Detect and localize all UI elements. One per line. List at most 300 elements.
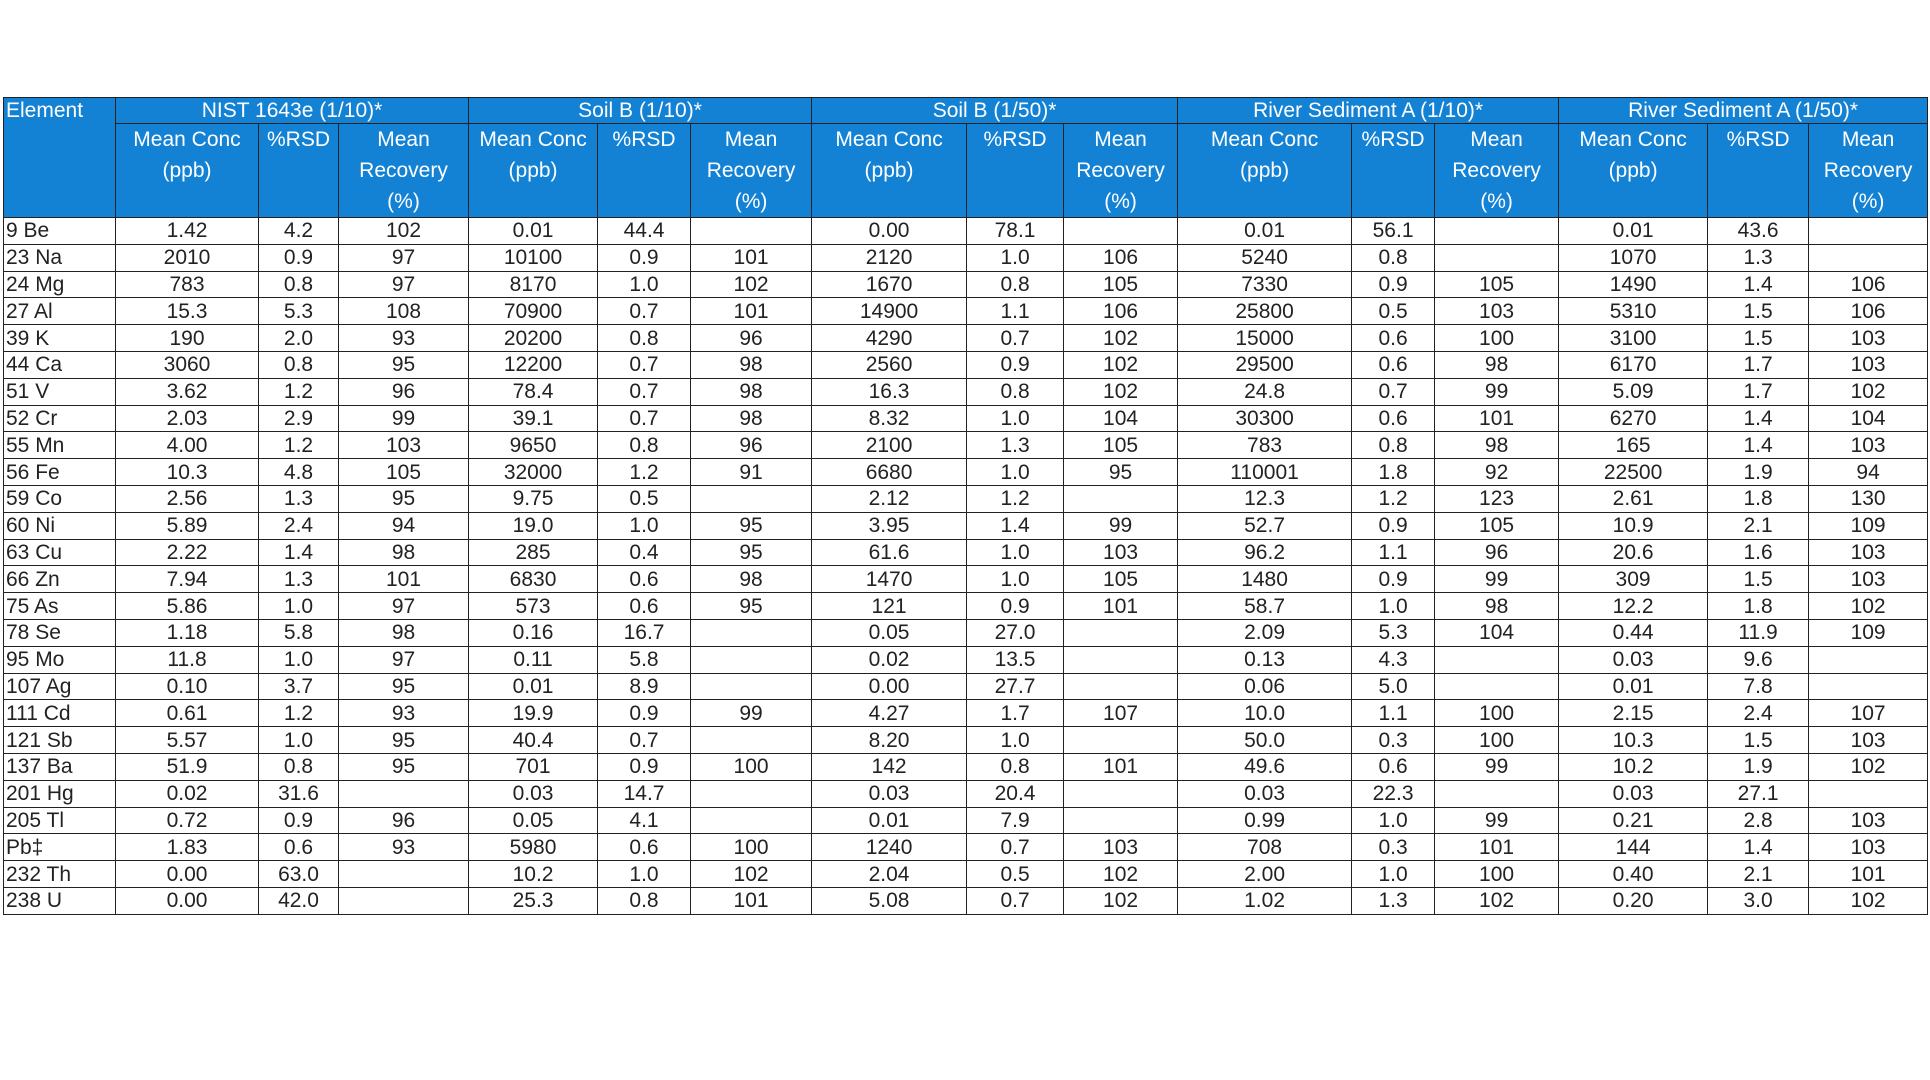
mean-recovery-cell: 108: [339, 298, 469, 325]
mean-recovery-cell: 101: [339, 566, 469, 593]
rsd-cell: 1.5: [1708, 325, 1809, 352]
mean-conc-cell: 110001: [1178, 459, 1352, 486]
rsd-cell: 1.3: [967, 432, 1064, 459]
rsd-cell: 1.3: [1708, 244, 1809, 271]
rsd-cell: 1.0: [259, 646, 339, 673]
rsd-cell: 0.8: [259, 271, 339, 298]
mean-recovery-cell: 95: [691, 539, 812, 566]
mean-recovery-cell: 105: [339, 459, 469, 486]
mean-recovery-cell: 95: [339, 485, 469, 512]
table-row: [4, 539, 1928, 566]
sub-header-line: (ppb): [1608, 159, 1658, 182]
rsd-cell: 1.9: [1708, 753, 1809, 780]
mean-conc-cell: 7.94: [116, 566, 259, 593]
mean-recovery-cell: 99: [1435, 753, 1559, 780]
mean-conc-cell: 1.42: [116, 218, 259, 245]
mean-conc-cell: 2.61: [1559, 485, 1708, 512]
mean-recovery-header: [339, 124, 469, 218]
mean-recovery-cell: 102: [1064, 351, 1178, 378]
mean-conc-cell: 4290: [812, 325, 967, 352]
rsd-cell: 1.4: [259, 539, 339, 566]
sub-header-line: Mean Conc: [1210, 128, 1319, 151]
mean-conc-cell: 2100: [812, 432, 967, 459]
sub-header-line: %RSD: [266, 128, 330, 151]
table-row: [4, 271, 1928, 298]
rsd-cell: 2.8: [1708, 807, 1809, 834]
mean-conc-cell: 2.15: [1559, 700, 1708, 727]
rsd-cell: 0.9: [967, 593, 1064, 620]
mean-conc-cell: 5240: [1178, 244, 1352, 271]
table-row: [4, 807, 1928, 834]
mean-recovery-cell: 97: [339, 244, 469, 271]
mean-recovery-cell: 106: [1809, 271, 1928, 298]
mean-conc-cell: 3060: [116, 351, 259, 378]
element-cell: 66 Zn: [4, 566, 116, 593]
rsd-cell: 1.7: [967, 700, 1064, 727]
sub-header-line: (%): [1851, 190, 1885, 213]
rsd-cell: 2.0: [259, 325, 339, 352]
rsd-cell: 5.8: [259, 619, 339, 646]
rsd-cell: 0.6: [1352, 753, 1435, 780]
table-row: [4, 485, 1928, 512]
mean-conc-cell: 2010: [116, 244, 259, 271]
mean-recovery-cell: 106: [1064, 244, 1178, 271]
mean-conc-cell: 6680: [812, 459, 967, 486]
mean-conc-cell: 0.06: [1178, 673, 1352, 700]
rsd-cell: 78.1: [967, 218, 1064, 245]
mean-conc-cell: 2.04: [812, 861, 967, 888]
rsd-cell: 0.8: [259, 351, 339, 378]
element-cell: 51 V: [4, 378, 116, 405]
sub-header-line: Mean: [1470, 128, 1523, 151]
rsd-cell: 7.9: [967, 807, 1064, 834]
mean-recovery-cell: [1064, 780, 1178, 807]
rsd-cell: 0.6: [1352, 351, 1435, 378]
rsd-cell: 5.3: [259, 298, 339, 325]
mean-conc-cell: 144: [1559, 834, 1708, 861]
rsd-cell: 1.2: [259, 700, 339, 727]
rsd-cell: 0.8: [967, 378, 1064, 405]
mean-recovery-cell: 103: [1809, 834, 1928, 861]
mean-recovery-cell: 99: [691, 700, 812, 727]
sub-header-line: %RSD: [612, 128, 676, 151]
element-cell: 56 Fe: [4, 459, 116, 486]
rsd-cell: 8.9: [598, 673, 691, 700]
mean-recovery-cell: [1435, 646, 1559, 673]
rsd-cell: 0.8: [1352, 244, 1435, 271]
mean-recovery-cell: [1064, 673, 1178, 700]
mean-conc-cell: 0.44: [1559, 619, 1708, 646]
mean-recovery-cell: 95: [339, 351, 469, 378]
mean-recovery-cell: 98: [339, 619, 469, 646]
mean-recovery-cell: 95: [339, 753, 469, 780]
rsd-cell: 1.6: [1708, 539, 1809, 566]
mean-recovery-cell: 101: [1064, 593, 1178, 620]
table-row: [4, 646, 1928, 673]
mean-recovery-cell: 104: [1435, 619, 1559, 646]
mean-recovery-cell: 104: [1064, 405, 1178, 432]
mean-conc-cell: 0.03: [1559, 780, 1708, 807]
rsd-cell: 1.0: [967, 566, 1064, 593]
mean-recovery-cell: 100: [691, 753, 812, 780]
mean-conc-header: [812, 124, 967, 218]
rsd-cell: 9.6: [1708, 646, 1809, 673]
mean-recovery-cell: 103: [1809, 351, 1928, 378]
table-row: [4, 298, 1928, 325]
mean-recovery-cell: 98: [339, 539, 469, 566]
mean-conc-cell: 5.89: [116, 512, 259, 539]
mean-conc-cell: 49.6: [1178, 753, 1352, 780]
rsd-header: [1708, 124, 1809, 218]
mean-conc-cell: 11.8: [116, 646, 259, 673]
mean-recovery-cell: 100: [691, 834, 812, 861]
mean-recovery-cell: 98: [1435, 351, 1559, 378]
mean-recovery-cell: [1064, 646, 1178, 673]
sub-header-line: %RSD: [1726, 128, 1790, 151]
mean-recovery-cell: 123: [1435, 485, 1559, 512]
mean-recovery-header: [1435, 124, 1559, 218]
sub-header-line: Recovery: [359, 159, 448, 182]
rsd-cell: 0.8: [259, 753, 339, 780]
rsd-cell: 1.0: [967, 727, 1064, 754]
mean-conc-header: [116, 124, 259, 218]
mean-recovery-cell: 99: [1435, 378, 1559, 405]
mean-conc-cell: 142: [812, 753, 967, 780]
sub-header-line: Recovery: [1076, 159, 1165, 182]
rsd-cell: 2.1: [1708, 861, 1809, 888]
mean-recovery-cell: 100: [1435, 325, 1559, 352]
mean-recovery-cell: 99: [339, 405, 469, 432]
mean-conc-cell: 0.61: [116, 700, 259, 727]
rsd-cell: 14.7: [598, 780, 691, 807]
rsd-cell: 1.5: [1708, 298, 1809, 325]
table-row: [4, 673, 1928, 700]
mean-recovery-cell: [691, 807, 812, 834]
rsd-cell: 1.7: [1708, 378, 1809, 405]
mean-conc-cell: 78.4: [469, 378, 598, 405]
sub-header-line: %RSD: [1361, 128, 1425, 151]
mean-recovery-cell: 103: [1809, 432, 1928, 459]
rsd-cell: 3.0: [1708, 887, 1809, 914]
mean-recovery-cell: 105: [1064, 271, 1178, 298]
mean-recovery-cell: [1064, 727, 1178, 754]
element-cell: 44 Ca: [4, 351, 116, 378]
mean-conc-cell: 0.72: [116, 807, 259, 834]
sub-header-line: (%): [1104, 190, 1137, 213]
rsd-cell: 0.9: [259, 244, 339, 271]
sub-header-line: (ppb): [1240, 159, 1290, 182]
mean-recovery-cell: 101: [1435, 834, 1559, 861]
rsd-cell: 1.3: [259, 485, 339, 512]
rsd-cell: 1.2: [967, 485, 1064, 512]
rsd-cell: 0.8: [1352, 432, 1435, 459]
mean-conc-cell: 5310: [1559, 298, 1708, 325]
rsd-cell: 0.8: [967, 271, 1064, 298]
mean-recovery-cell: 98: [691, 351, 812, 378]
sub-header-line: Mean: [377, 128, 430, 151]
mean-conc-cell: 40.4: [469, 727, 598, 754]
mean-conc-cell: 2.09: [1178, 619, 1352, 646]
mean-conc-cell: 0.20: [1559, 887, 1708, 914]
rsd-cell: 27.7: [967, 673, 1064, 700]
mean-recovery-cell: [691, 619, 812, 646]
rsd-cell: 1.0: [598, 512, 691, 539]
rsd-cell: 1.2: [259, 432, 339, 459]
rsd-cell: 4.8: [259, 459, 339, 486]
mean-conc-cell: 25.3: [469, 887, 598, 914]
mean-recovery-cell: 98: [691, 378, 812, 405]
rsd-cell: 1.4: [967, 512, 1064, 539]
mean-conc-cell: 573: [469, 593, 598, 620]
rsd-cell: 0.9: [1352, 512, 1435, 539]
sub-header-row: [4, 124, 1928, 218]
mean-conc-cell: 1670: [812, 271, 967, 298]
mean-conc-cell: 0.00: [812, 673, 967, 700]
mean-conc-cell: 25800: [1178, 298, 1352, 325]
sub-header-line: Mean Conc: [835, 128, 943, 151]
mean-recovery-header: [691, 124, 812, 218]
mean-recovery-cell: 103: [1064, 539, 1178, 566]
rsd-cell: 0.8: [598, 325, 691, 352]
rsd-cell: 4.3: [1352, 646, 1435, 673]
element-cell: 75 As: [4, 593, 116, 620]
rsd-cell: 1.0: [1352, 593, 1435, 620]
mean-recovery-cell: [691, 673, 812, 700]
mean-recovery-cell: 105: [1064, 432, 1178, 459]
mean-recovery-cell: 91: [691, 459, 812, 486]
rsd-cell: 4.1: [598, 807, 691, 834]
mean-recovery-cell: 130: [1809, 485, 1928, 512]
rsd-cell: 11.9: [1708, 619, 1809, 646]
mean-recovery-cell: 98: [1435, 593, 1559, 620]
rsd-cell: 0.7: [1352, 378, 1435, 405]
element-cell: Pb‡: [4, 834, 116, 861]
mean-conc-cell: 16.3: [812, 378, 967, 405]
mean-recovery-cell: 94: [1809, 459, 1928, 486]
mean-conc-cell: 20.6: [1559, 539, 1708, 566]
sub-header-line: Mean: [1841, 128, 1895, 151]
mean-recovery-cell: [691, 485, 812, 512]
rsd-cell: 0.7: [598, 727, 691, 754]
element-cell: 205 Tl: [4, 807, 116, 834]
mean-recovery-cell: [1809, 244, 1928, 271]
mean-recovery-cell: 103: [1809, 807, 1928, 834]
mean-recovery-cell: 96: [339, 807, 469, 834]
mean-recovery-cell: [1435, 780, 1559, 807]
mean-conc-cell: 0.10: [116, 673, 259, 700]
sub-header-line: (ppb): [162, 159, 212, 182]
mean-recovery-cell: [1064, 485, 1178, 512]
mean-conc-cell: 10.3: [1559, 727, 1708, 754]
table-row: [4, 459, 1928, 486]
mean-recovery-cell: 96: [339, 378, 469, 405]
mean-conc-header: [469, 124, 598, 218]
mean-recovery-cell: 106: [1809, 298, 1928, 325]
mean-conc-cell: 0.01: [812, 807, 967, 834]
mean-conc-cell: 61.6: [812, 539, 967, 566]
mean-recovery-cell: 103: [1809, 566, 1928, 593]
mean-recovery-cell: 98: [691, 405, 812, 432]
mean-recovery-cell: 102: [691, 271, 812, 298]
mean-conc-cell: 0.03: [812, 780, 967, 807]
mean-conc-cell: 0.02: [812, 646, 967, 673]
mean-recovery-cell: 103: [1435, 298, 1559, 325]
rsd-cell: 1.1: [1352, 700, 1435, 727]
rsd-cell: 1.1: [1352, 539, 1435, 566]
mean-conc-cell: 10100: [469, 244, 598, 271]
mean-recovery-cell: [1809, 673, 1928, 700]
mean-recovery-cell: 99: [1435, 566, 1559, 593]
rsd-cell: 0.9: [259, 807, 339, 834]
rsd-cell: 7.8: [1708, 673, 1809, 700]
rsd-cell: 1.0: [1352, 807, 1435, 834]
group-header: NIST 1643e (1/10)*: [116, 98, 469, 124]
mean-conc-cell: 0.16: [469, 619, 598, 646]
mean-conc-cell: 2.03: [116, 405, 259, 432]
table-row: [4, 218, 1928, 245]
rsd-cell: 1.0: [967, 539, 1064, 566]
rsd-header: [967, 124, 1064, 218]
rsd-cell: 0.5: [598, 485, 691, 512]
mean-conc-cell: 1070: [1559, 244, 1708, 271]
rsd-cell: 1.5: [1708, 566, 1809, 593]
mean-conc-cell: 0.05: [812, 619, 967, 646]
mean-conc-cell: 0.11: [469, 646, 598, 673]
rsd-cell: 0.9: [598, 700, 691, 727]
mean-recovery-cell: 101: [1435, 405, 1559, 432]
rsd-cell: 1.0: [259, 593, 339, 620]
rsd-cell: 0.9: [598, 244, 691, 271]
rsd-cell: 0.9: [1352, 566, 1435, 593]
rsd-header: [1352, 124, 1435, 218]
mean-conc-cell: 4.00: [116, 432, 259, 459]
mean-conc-cell: 12.3: [1178, 485, 1352, 512]
mean-conc-cell: 19.9: [469, 700, 598, 727]
mean-recovery-cell: 103: [1809, 325, 1928, 352]
element-cell: 39 K: [4, 325, 116, 352]
mean-conc-cell: 14900: [812, 298, 967, 325]
rsd-cell: 0.6: [1352, 405, 1435, 432]
mean-conc-cell: 121: [812, 593, 967, 620]
element-cell: 9 Be: [4, 218, 116, 245]
sub-header-line: %RSD: [983, 128, 1047, 151]
rsd-cell: 1.4: [1708, 834, 1809, 861]
table-row: [4, 753, 1928, 780]
mean-recovery-cell: [691, 646, 812, 673]
mean-recovery-cell: 93: [339, 325, 469, 352]
table-row: [4, 512, 1928, 539]
mean-conc-cell: 5.08: [812, 887, 967, 914]
rsd-cell: 63.0: [259, 861, 339, 888]
mean-conc-cell: 50.0: [1178, 727, 1352, 754]
mean-conc-cell: 20200: [469, 325, 598, 352]
rsd-cell: 1.0: [967, 244, 1064, 271]
mean-recovery-cell: 105: [1435, 271, 1559, 298]
rsd-cell: 13.5: [967, 646, 1064, 673]
rsd-cell: 1.8: [1708, 593, 1809, 620]
rsd-cell: 1.3: [259, 566, 339, 593]
rsd-header: [259, 124, 339, 218]
mean-recovery-cell: 101: [1064, 753, 1178, 780]
element-cell: 60 Ni: [4, 512, 116, 539]
mean-recovery-cell: [1435, 244, 1559, 271]
rsd-cell: 1.0: [259, 727, 339, 754]
mean-conc-cell: 30300: [1178, 405, 1352, 432]
mean-recovery-cell: [691, 727, 812, 754]
group-header: River Sediment A (1/10)*: [1178, 98, 1559, 124]
mean-recovery-cell: 102: [1809, 753, 1928, 780]
group-header-row: [4, 98, 1928, 124]
rsd-cell: 3.7: [259, 673, 339, 700]
mean-conc-cell: 783: [116, 271, 259, 298]
mean-conc-cell: 10.9: [1559, 512, 1708, 539]
rsd-cell: 0.5: [1352, 298, 1435, 325]
mean-recovery-cell: 93: [339, 700, 469, 727]
rsd-cell: 0.7: [598, 405, 691, 432]
mean-conc-cell: 70900: [469, 298, 598, 325]
table-row: [4, 834, 1928, 861]
mean-recovery-cell: 97: [339, 646, 469, 673]
mean-recovery-cell: 93: [339, 834, 469, 861]
rsd-cell: 31.6: [259, 780, 339, 807]
mean-conc-cell: 2.22: [116, 539, 259, 566]
mean-conc-cell: 2560: [812, 351, 967, 378]
rsd-cell: 2.9: [259, 405, 339, 432]
table-row: [4, 727, 1928, 754]
mean-conc-cell: 10.0: [1178, 700, 1352, 727]
sub-header-line: (%): [1480, 190, 1513, 213]
element-cell: 78 Se: [4, 619, 116, 646]
mean-conc-cell: 4.27: [812, 700, 967, 727]
element-cell: 111 Cd: [4, 700, 116, 727]
rsd-cell: 0.9: [967, 351, 1064, 378]
mean-recovery-cell: [339, 780, 469, 807]
rsd-cell: 0.8: [967, 753, 1064, 780]
table-row: [4, 325, 1928, 352]
mean-recovery-cell: 107: [1064, 700, 1178, 727]
mean-recovery-cell: 103: [1809, 539, 1928, 566]
group-header: Soil B (1/10)*: [469, 98, 812, 124]
mean-recovery-cell: 102: [1809, 593, 1928, 620]
mean-recovery-cell: 96: [691, 325, 812, 352]
mean-conc-cell: 52.7: [1178, 512, 1352, 539]
mean-recovery-cell: [691, 218, 812, 245]
element-header: Element: [4, 98, 116, 218]
mean-conc-cell: 0.00: [116, 887, 259, 914]
mean-recovery-cell: 96: [1435, 539, 1559, 566]
rsd-cell: 56.1: [1352, 218, 1435, 245]
rsd-cell: 0.6: [598, 834, 691, 861]
rsd-cell: 20.4: [967, 780, 1064, 807]
rsd-cell: 0.7: [598, 298, 691, 325]
rsd-cell: 1.8: [1352, 459, 1435, 486]
mean-recovery-cell: 104: [1809, 405, 1928, 432]
element-cell: 52 Cr: [4, 405, 116, 432]
mean-conc-cell: 9650: [469, 432, 598, 459]
table-row: [4, 593, 1928, 620]
table-row: [4, 351, 1928, 378]
mean-conc-cell: 1490: [1559, 271, 1708, 298]
mean-conc-cell: 51.9: [116, 753, 259, 780]
rsd-cell: 22.3: [1352, 780, 1435, 807]
table-row: [4, 378, 1928, 405]
mean-conc-cell: 1.18: [116, 619, 259, 646]
rsd-cell: 0.7: [967, 325, 1064, 352]
mean-conc-cell: 12200: [469, 351, 598, 378]
mean-conc-cell: 9.75: [469, 485, 598, 512]
mean-recovery-cell: 95: [1064, 459, 1178, 486]
element-cell: 63 Cu: [4, 539, 116, 566]
